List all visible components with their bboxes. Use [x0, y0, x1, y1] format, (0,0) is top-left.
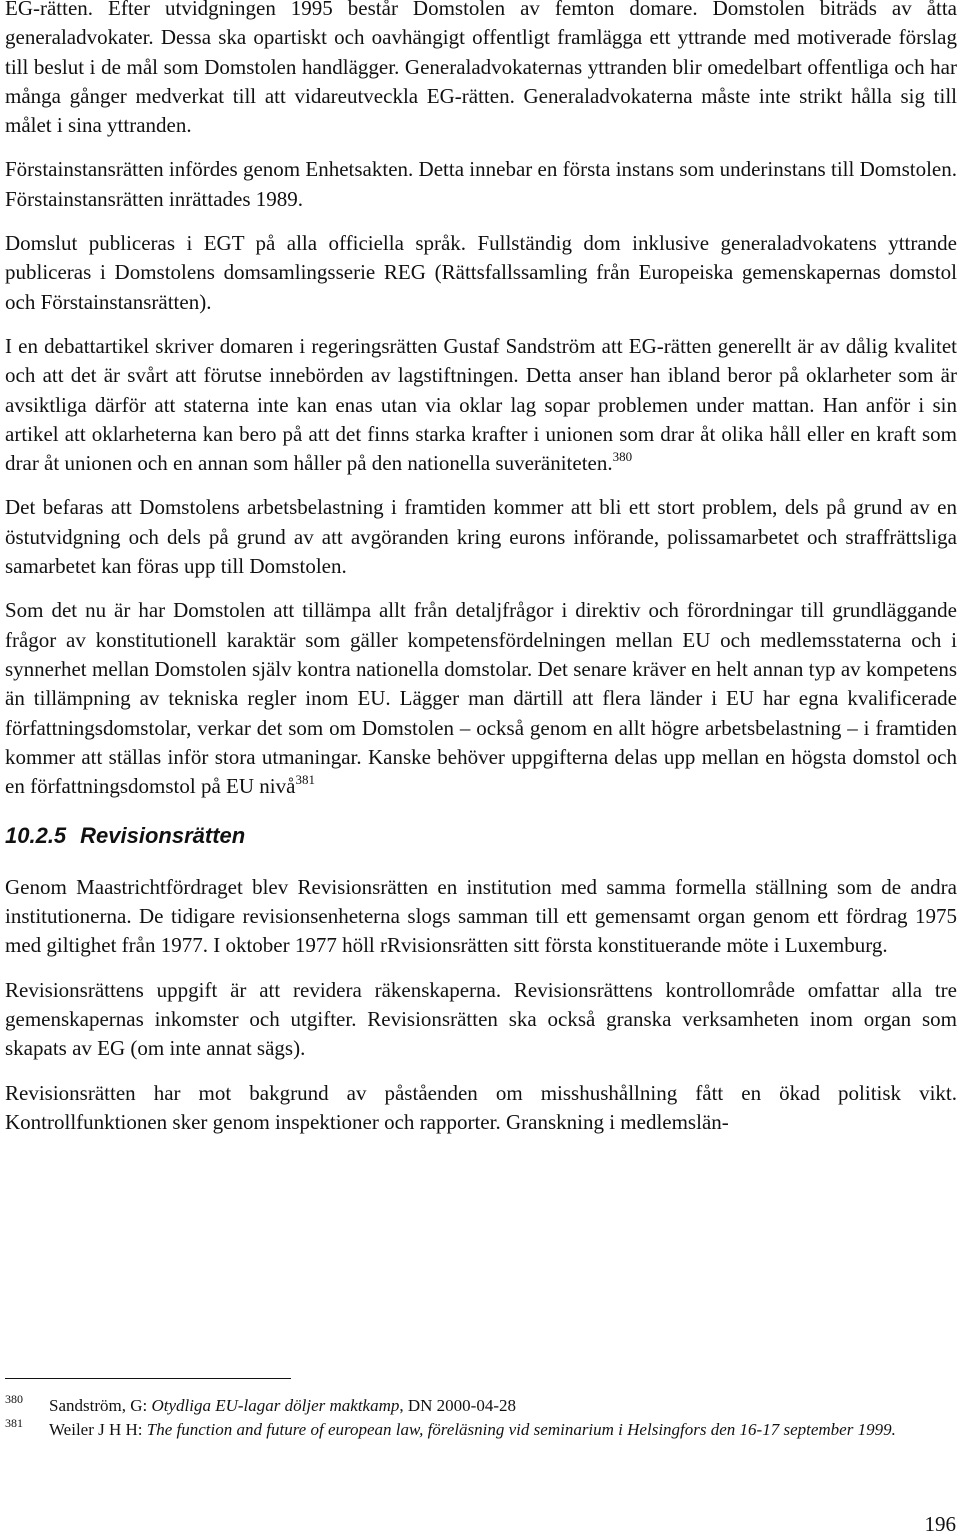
paragraph-text: Domslut publiceras i EGT på alla officiella språk. Fullständig dom inklusive generaladvokatens yttrande publiceras i Domstolens domsamlingsserie REG (Rättsfallssamling från Europeiska gemenskapernas domstol och Förstainstansrätten). [5, 231, 957, 314]
page-body [5, 0, 957, 1152]
paragraph-5 [5, 493, 957, 581]
footnotes [5, 1392, 957, 1443]
paragraph-text: Revisionsrättens uppgift är att revidera räkenskaperna. Revisionsrättens kontrollområde omfattar alla tre gemenskapernas inkomster och utgifter. Revisionsrätten ska också granska verksamheten inom organ som skapats av EG (om inte annat sägs). [5, 977, 957, 1061]
footnote-text: Sandström, G: Otydliga EU-lagar döljer maktkamp, DN 2000-04-28 [49, 1396, 517, 1415]
section-number: 10.2.5 [5, 823, 67, 849]
footnote-380 [5, 1392, 957, 1416]
paragraph-text: Genom Maastrichtfördraget blev Revisionsrätten en institution med samma formella ställning som de andra institutionerna. De tidigare revisionsenheterna slogs samman till ett gemensamt organ genom ett fördrag 1975 med giltighet från 1977. I oktober 1977 höll rRvisionsrätten sitt första konstituerande möte i Luxemburg. [5, 874, 957, 958]
paragraph-2 [5, 155, 957, 214]
paragraph-text: Som det nu är har Domstolen att tillämpa allt från detaljfrågor i direktiv och förordningar till grundläggande frågor av konstitutionell karaktär som gäller kompetensfördelningen mellan EU och medlemsstaterna och i synnerhet mellan Domstolen själv kontra nationella domstolar. Det senare kräver en helt annan typ av kompetens än tillämpning av tekniska regler inom EU. Lägger man därtill att flera länder i EU har egna kvalificerade författningsdomstolar, verkar det som om Domstolen – också genom en allt högre arbetsbelastning – i framtiden kommer att ställas inför stora utmaningar. Kanske behöver uppgifterna delas upp mellan en högsta domstol och en författningsdomstol på EU nivå [5, 598, 957, 799]
footnote-381 [5, 1416, 957, 1440]
footnote-text: Weiler J H H: The function and future of european law, föreläsning vid seminarium i Helsingfors den 16-17 september 1999. [49, 1420, 896, 1439]
footnote-number: 381 [5, 1416, 23, 1430]
paragraph-9 [5, 1079, 957, 1138]
paragraph-8 [5, 976, 957, 1064]
page-number: 196 [924, 1512, 956, 1536]
paragraph-text: Förstainstansrätten infördes genom Enhetsakten. Detta innebar en första instans som underinstans till Domstolen. Förstainstansrätten inrättades 1989. [5, 157, 957, 211]
paragraph-text: I en debattartikel skriver domaren i regeringsrätten Gustaf Sandström att EG-rätten generellt är av dålig kvalitet och att det är svårt att förutse innebörden av lagstiftningen. Detta anser han ibland beror på oklarheter som är avsiktliga därför att staterna inte kan enas utan via oklar lag sopar problemen under mattan. Han anför i sin artikel att oklarheterna kan bero på att det finns starka krafter i unionen som drar åt olika håll eller en kraft som drar åt unionen och en annan som håller på den nationella suveräniteten. [5, 333, 957, 476]
section-heading [5, 821, 957, 850]
footnote-ref-380[interactable]: 380 [612, 449, 633, 465]
paragraph-4 [5, 332, 957, 478]
paragraph-text: Revisionsrätten har mot bakgrund av påståenden om misshushållning fått en ökad politisk vikt. Kontrollfunktionen sker genom inspektioner och rapporter. Granskning i medlemslän- [5, 1080, 957, 1134]
paragraph-1 [5, 0, 957, 140]
footnote-divider [5, 1378, 291, 1379]
footnote-number: 380 [5, 1392, 23, 1406]
section-title: Revisionsrätten [80, 823, 246, 849]
paragraph-7 [5, 873, 957, 961]
paragraph-3 [5, 229, 957, 317]
footnote-ref-381[interactable]: 381 [295, 772, 315, 788]
paragraph-text: EG-rätten. Efter utvidgningen 1995 består Domstolen av femton domare. Domstolen biträds av åtta generaladvokater. Dessa ska opartiskt och oavhängigt offentligt framlägga ett yttrande med motiverade förslag till beslut i de mål som Domstolen handlägger. Generaladvokaternas yttranden blir omedelbart offentliga och har många gånger medverkat till att vidareutveckla EG-rätten. Generaladvokaterna måste inte strikt hålla sig till målet i sina yttranden. [5, 0, 957, 138]
paragraph-6 [5, 596, 957, 801]
paragraph-text: Det befaras att Domstolens arbetsbelastning i framtiden kommer att bli ett stort problem, dels på grund av en östutvidgning och dels på grund av att avgöranden kring eurons införande, polissamarbetet och straffrättsliga samarbetet kan föras upp till Domstolen. [5, 495, 957, 579]
